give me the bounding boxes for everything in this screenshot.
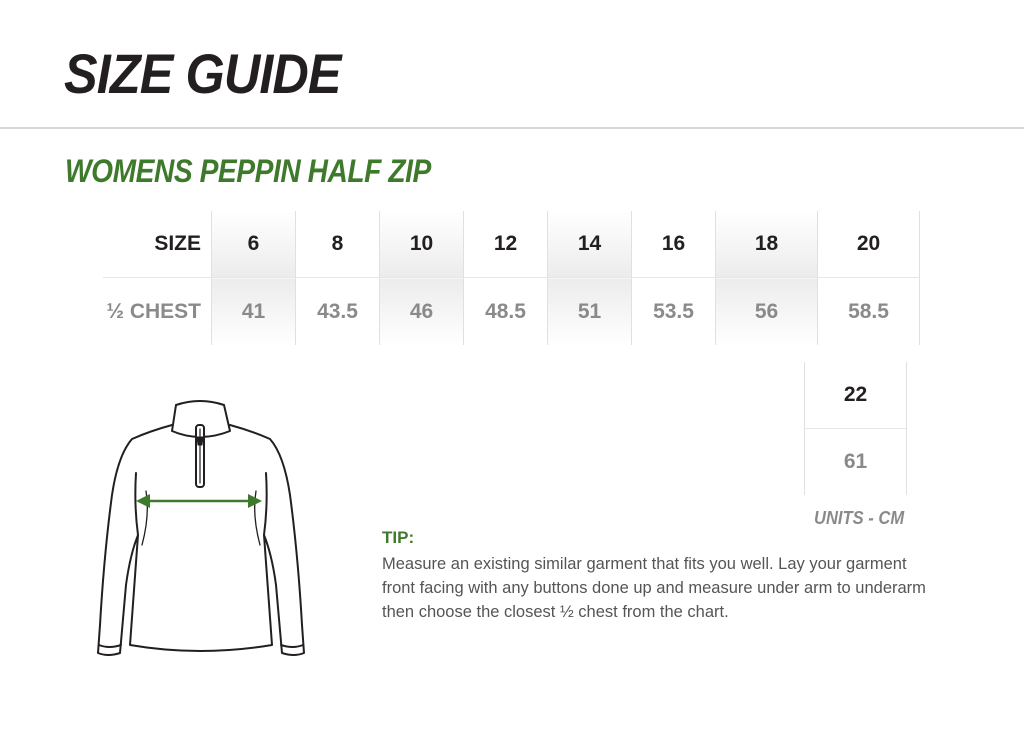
chest-cell: 61	[843, 450, 868, 473]
chest-cell: 56	[716, 278, 818, 346]
tip-label: TIP:	[382, 528, 415, 547]
size-cell: 8	[296, 211, 380, 278]
chest-cell: 46	[380, 278, 464, 346]
chest-cell: 51	[548, 278, 632, 346]
size-cell: 10	[380, 211, 464, 278]
chest-cell: 48.5	[464, 278, 548, 346]
tip-text: Measure an existing similar garment that fits you well. Lay your garment front facing with any buttons done up and measure under arm to underarm then choose the closest ½ chest from the chart.	[382, 555, 926, 621]
chest-cell: 43.5	[296, 278, 380, 346]
chest-cell: 58.5	[818, 278, 920, 346]
size-cell: 6	[212, 211, 296, 278]
header-divider	[0, 127, 1024, 129]
size-cell: 16	[632, 211, 716, 278]
page-title: SIZE GUIDE	[64, 42, 341, 105]
size-cell: 20	[818, 211, 920, 278]
chest-cell: 53.5	[632, 278, 716, 346]
units-label: UNITS - CM	[814, 508, 905, 528]
chest-measure-arrow-icon	[136, 494, 262, 508]
chest-cell: 41	[212, 278, 296, 346]
size-chart-table	[103, 211, 920, 345]
chest-row	[103, 278, 920, 346]
chest-row-label: ½ CHEST	[106, 299, 201, 323]
size-cell: 18	[716, 211, 818, 278]
extra-size-column	[804, 362, 907, 495]
size-cell: 14	[548, 211, 632, 278]
size-cell: 12	[464, 211, 548, 278]
product-title: WOMENS PEPPIN HALF ZIP	[65, 153, 431, 189]
size-row-label: SIZE	[103, 211, 212, 278]
size-row	[103, 211, 920, 278]
half-zip-top-icon	[90, 395, 312, 665]
size-cell: 22	[805, 362, 906, 429]
